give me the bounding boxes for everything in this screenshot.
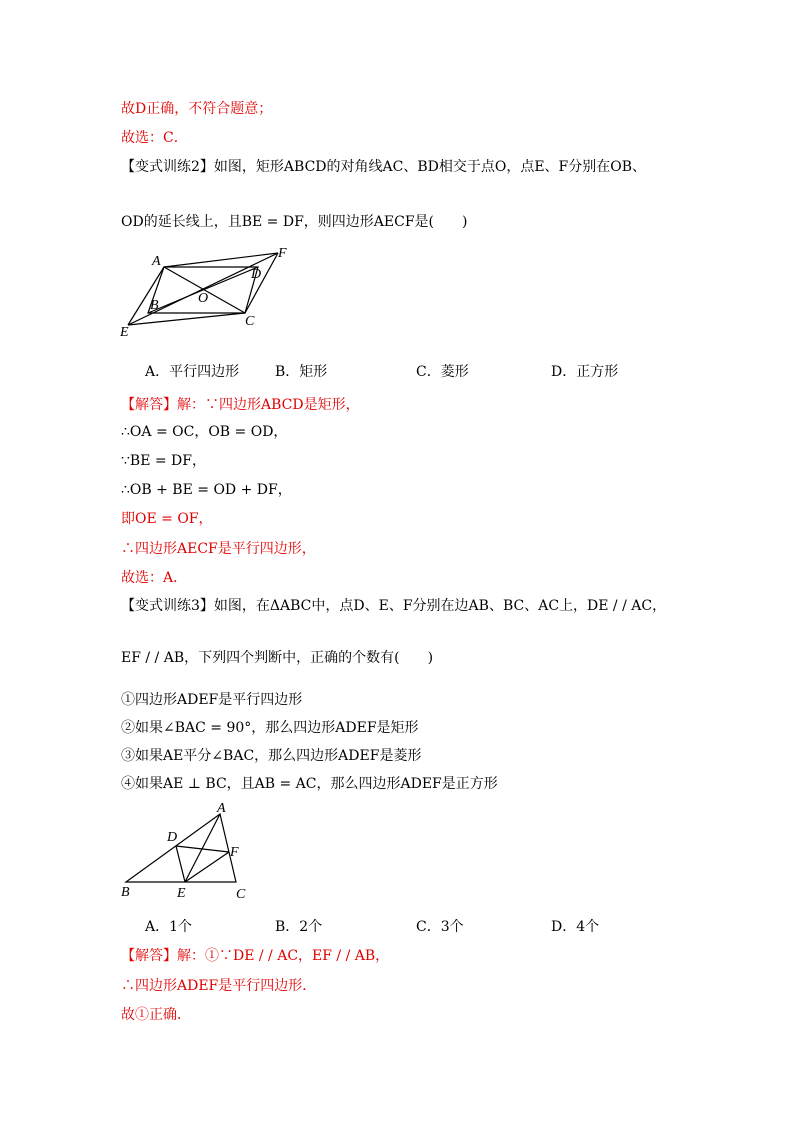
side-cf — [245, 253, 278, 313]
option2-c: C．3个 — [416, 919, 464, 935]
label-b: B — [121, 885, 130, 900]
side-ec — [128, 313, 245, 325]
exercise2-question-text2: OD的延长线上，且BE = DF，则四边形AECF是( ) — [121, 214, 468, 230]
option1-d: D．正方形 — [551, 364, 619, 380]
conclusion-line — [121, 99, 272, 119]
side-af — [164, 253, 278, 267]
exercise2-question-text1: 【变式训练2】如图，矩形ABCD的对角线AC、BD相交于点O，点E、F分别在OB、 — [121, 159, 647, 175]
answer1-step2: ∵BE = DF， — [121, 453, 206, 469]
label-e: E — [120, 325, 129, 338]
label-f: F — [278, 246, 287, 261]
label-d: D — [167, 830, 178, 845]
label-e: E — [177, 886, 186, 901]
answer1-step5: ∴四边形AECF是平行四边形， — [121, 541, 316, 557]
label-o: O — [198, 291, 209, 306]
label-f: F — [230, 845, 239, 860]
figure-triangle-abc — [118, 800, 258, 905]
exercise2-question-line2 — [121, 212, 467, 232]
judgement-3: ③如果AE平分∠BAC，那么四边形ADEF是菱形 — [121, 748, 422, 764]
label-b: B — [150, 298, 159, 313]
answer1-choice: 故选：A． — [121, 570, 188, 586]
answer2-step1: ∴四边形ADEF是平行四边形． — [121, 978, 317, 994]
answer1-step1: ∴OA = OC，OB = OD， — [121, 424, 288, 440]
exercise3-question-line1: 【变式训练3】如图，在ΔABC中，点D、E、F分别在边AB、BC、AC上，DE / / AC， — [121, 598, 667, 614]
judgement-4: ④如果AE ⊥ BC，且AB = AC，那么四边形ADEF是正方形 — [121, 776, 498, 792]
label-c: C — [245, 314, 255, 329]
answer2-heading: 【解答】解：①∵DE / / AC，EF / / AB， — [121, 948, 390, 964]
judgement-1: ①四边形ADEF是平行四边形 — [121, 692, 303, 708]
choice-line — [121, 128, 188, 148]
option1-a: A．平行四边形 — [145, 364, 240, 380]
answer1-text: 【解答】解：∵四边形ABCD是矩形， — [121, 397, 360, 413]
answer1-step4: 即OE = OF， — [121, 511, 213, 527]
option1-b: B．矩形 — [275, 364, 328, 380]
answer1-step3: ∴OB + BE = OD + DF， — [121, 482, 292, 498]
judgement-2: ②如果∠BAC = 90°，那么四边形ADEF是矩形 — [121, 720, 419, 736]
label-c: C — [236, 887, 246, 902]
answer2-conclusion: 故①正确． — [121, 1007, 191, 1023]
choice-text: 故选：C． — [121, 130, 188, 146]
option2-d: D．4个 — [551, 919, 600, 935]
segment-ef — [185, 852, 229, 882]
diagonal-bd — [148, 267, 258, 313]
triangle-abc — [126, 814, 236, 882]
option2-a: A．1个 — [145, 919, 193, 935]
exercise2-question-line1 — [121, 157, 646, 177]
option1-c: C．菱形 — [416, 364, 469, 380]
exercise3-question-line2: EF / / AB，下列四个判断中，正确的个数有( ) — [121, 650, 434, 666]
label-d: D — [251, 267, 262, 282]
option2-b: B．2个 — [275, 919, 323, 935]
figure-rectangle-abcd — [118, 243, 293, 338]
label-a: A — [217, 801, 226, 816]
label-a: A — [152, 254, 161, 269]
conclusion-text: 故D正确，不符合题意； — [121, 101, 273, 117]
answer1-heading — [121, 395, 360, 415]
segment-de — [176, 846, 185, 882]
